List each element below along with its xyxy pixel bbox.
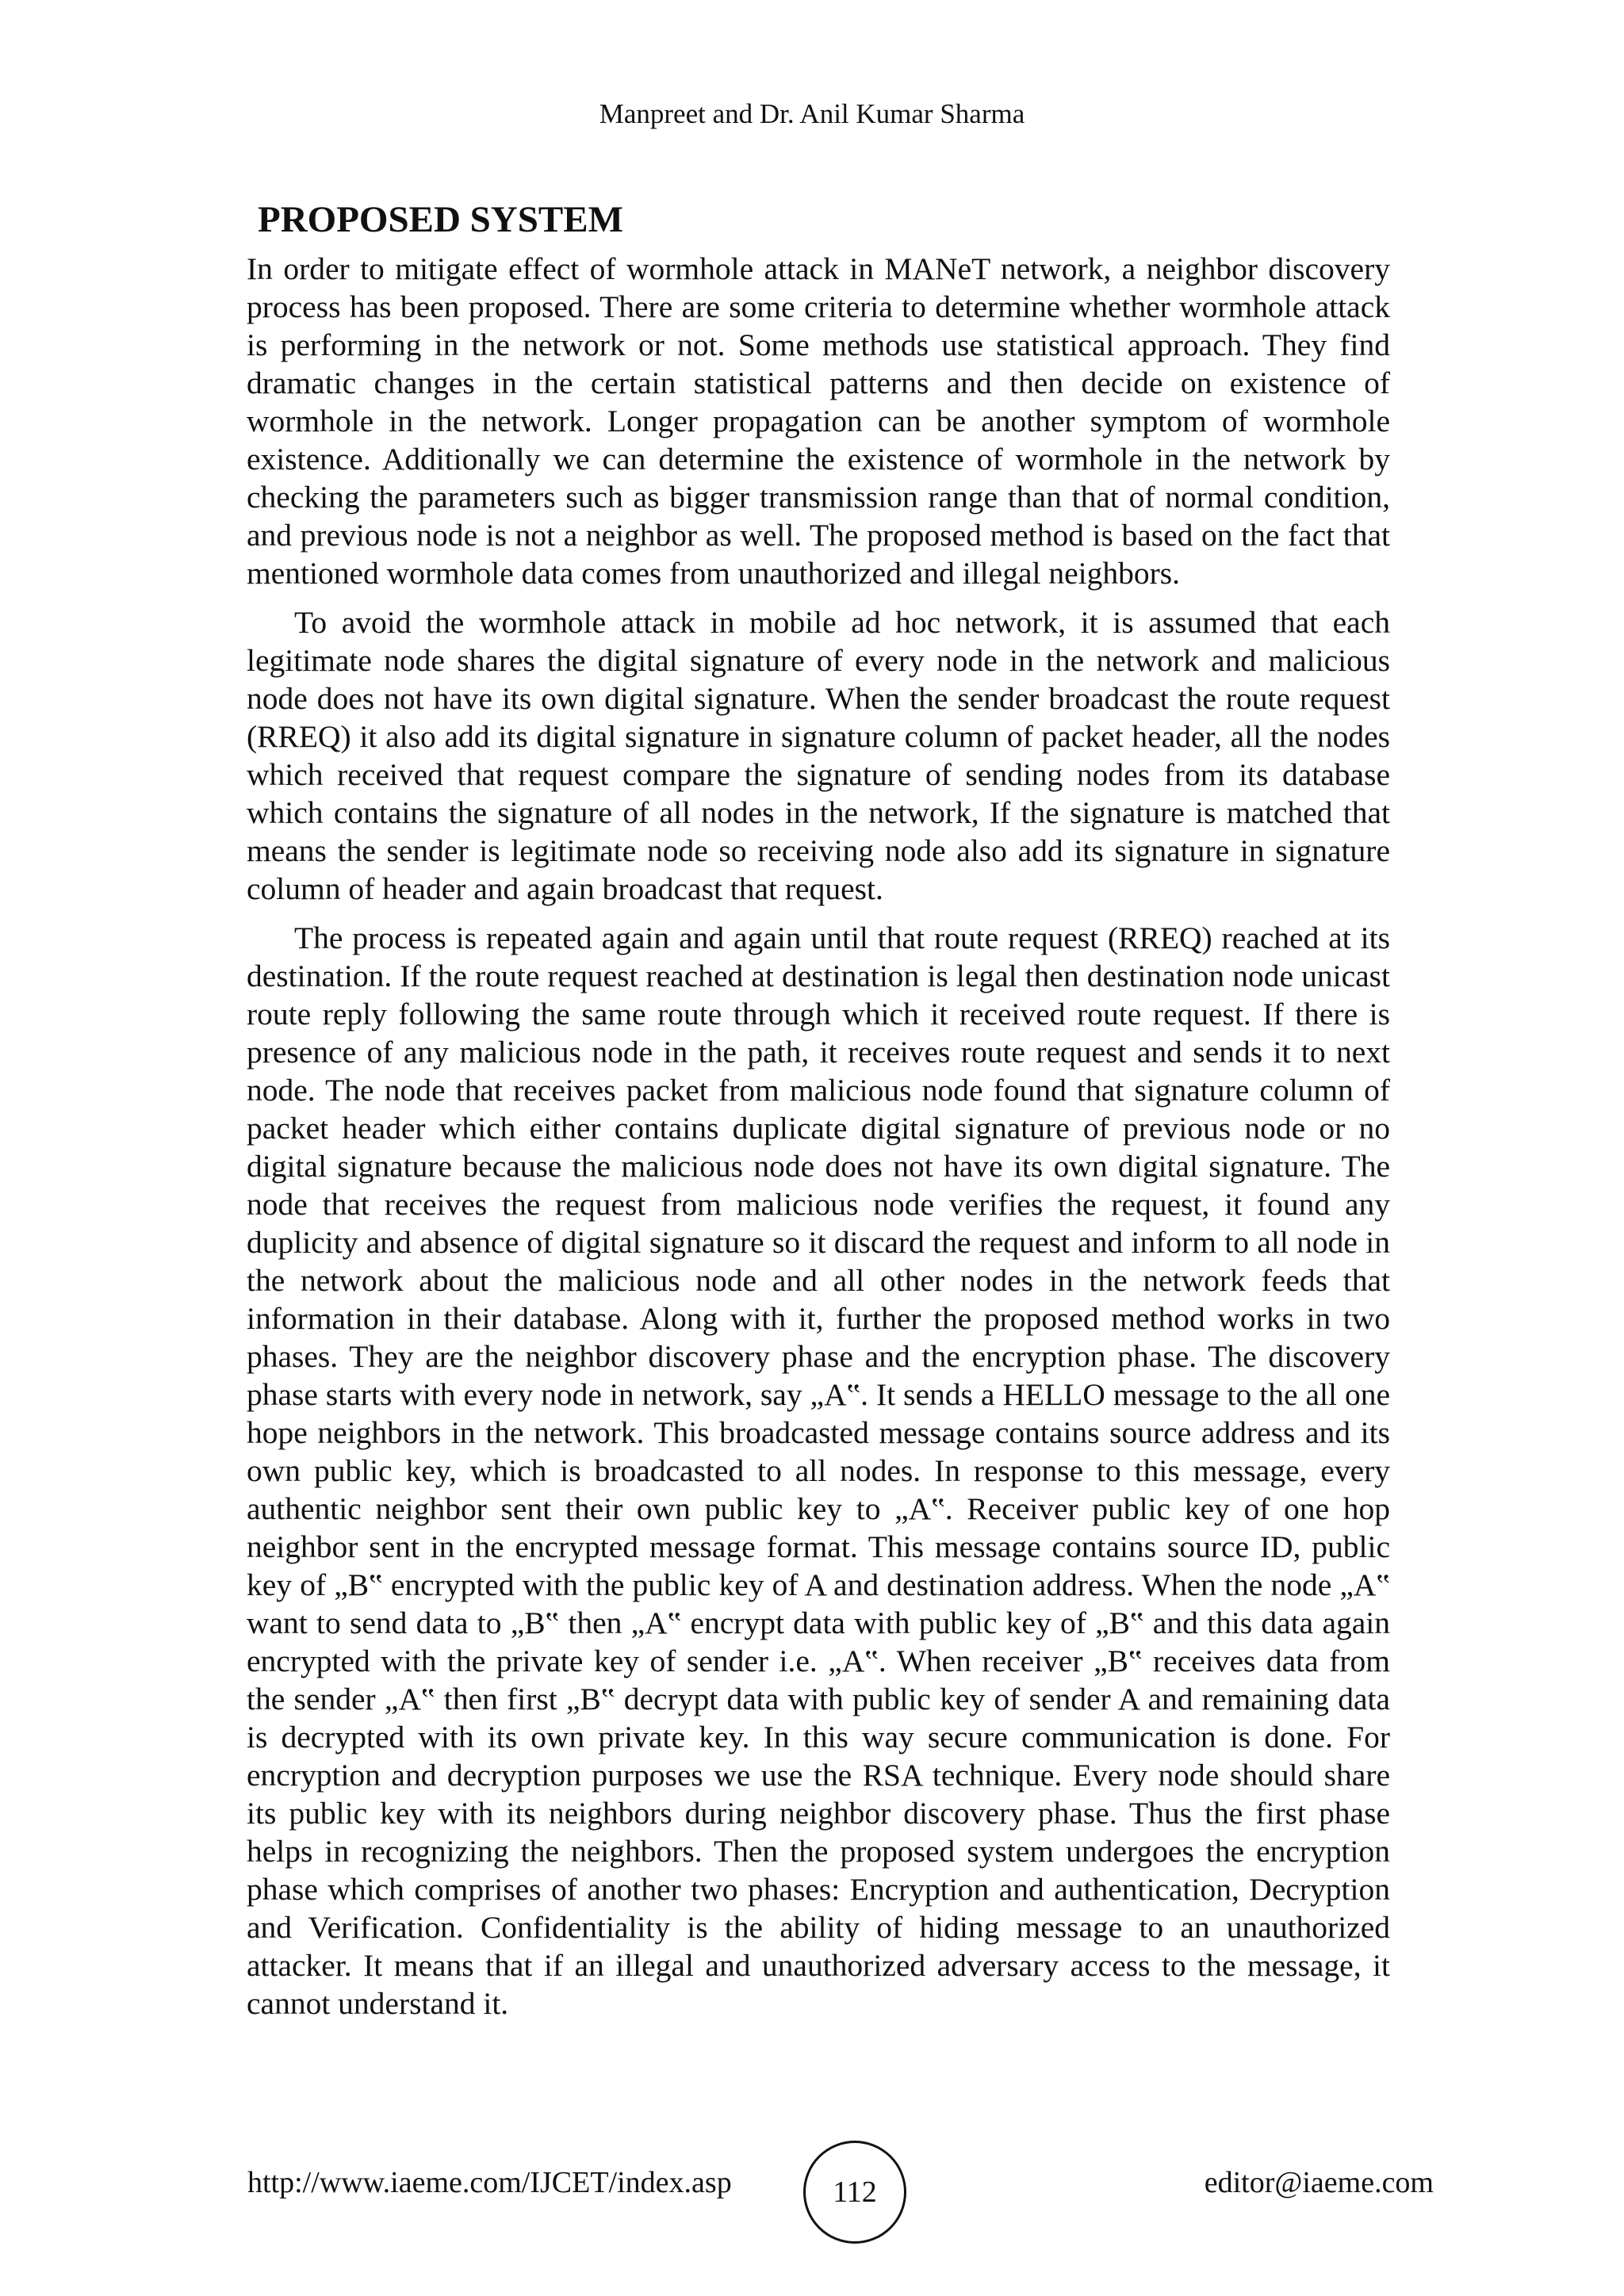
paragraph-3: The process is repeated again and again until that route request (RREQ) reached at its destination. If the route request reached at destination is legal then destination node unicast route reply following the same route through which it received route request. If there is presence of any malicious node in the path, it receives route request and sends it to next node. The node that receives packet from malicious node found that signature column of packet header which either contains duplicate digital signature of previous node or no digital signature because the malicious node does not have its own digital signature. The node that receives the request from malicious node verifies the request, it found any duplicity and absence of digital signature so it discard the request and inform to all node in the network about the malicious node and all other nodes in the network feeds that information in their database. Along with it, further the proposed method works in two phases. They are the neighbor discovery phase and the encryption phase. The discovery phase starts with every node in network, say „A‟. It sends a HELLO message to the all one hope neighbors in the network. This broadcasted message contains source address and its own public key, which is broadcasted to all nodes. In response to this message, every authentic neighbor sent their own public key to „A‟. Receiver public key of one hop neighbor sent in the encrypted message format. This message contains source ID, public key of „B‟ encrypted with the public key of A and destination address. When the node „A‟ want to send data to „B‟ then „A‟ encrypt data with public key of „B‟ and this data again encrypted with the private key of sender i.e. „A‟. When receiver „B‟ receives data from the sender „A‟ then first „B‟ decrypt data with public key of sender A and remaining data is decrypted with its own private key. In this way secure communication is done. For encryption and decryption purposes we use the RSA technique. Every node should share its public key with its neighbors during neighbor discovery phase. Thus the first phase helps in recognizing the neighbors. Then the proposed system undergoes the encryption phase which comprises of another two phases: Encryption and authentication, Decryption and Verification. Confidentiality is the ability of hiding message to an unauthorized attacker. It means that if an illegal and unauthorized adversary access to the message, it cannot understand it. xyxy=(247,920,1390,2021)
section-body xyxy=(247,250,1390,2034)
paragraph-1: In order to mitigate effect of wormhole attack in MANeT network, a neighbor discovery process has been proposed. There are some criteria to determine whether wormhole attack is performing in the network or not. Some methods use statistical approach. They find dramatic changes in the certain statistical patterns and then decide on existence of wormhole in the network. Longer propagation can be another symptom of wormhole existence. Additionally we can determine the existence of wormhole in the network by checking the parameters such as bigger transmission range than that of normal condition, and previous node is not a neighbor as well. The proposed method is based on the fact that mentioned wormhole data comes from unauthorized and illegal neighbors. xyxy=(247,251,1390,591)
page-number: 112 xyxy=(833,2175,877,2209)
paragraph-2: To avoid the wormhole attack in mobile ad hoc network, it is assumed that each legitimate node shares the digital signature of every node in the network and malicious node does not have its own digital signature. When the sender broadcast the route request (RREQ) it also add its digital signature in signature column of packet header, all the nodes which received that request compare the signature of sending nodes from its database which contains the signature of all nodes in the network, If the signature is matched that means the sender is legitimate node so receiving node also add its signature in signature column of header and again broadcast that request. xyxy=(247,605,1390,906)
running-header: Manpreet and Dr. Anil Kumar Sharma xyxy=(599,98,1025,129)
section-heading: PROPOSED SYSTEM xyxy=(258,199,623,240)
page-footer xyxy=(0,2141,1624,2220)
page-number-badge xyxy=(803,2141,906,2244)
footer-url-link[interactable]: http://www.iaeme.com/IJCET/index.asp xyxy=(247,2166,732,2199)
footer-email-link[interactable]: editor@iaeme.com xyxy=(1204,2166,1434,2199)
